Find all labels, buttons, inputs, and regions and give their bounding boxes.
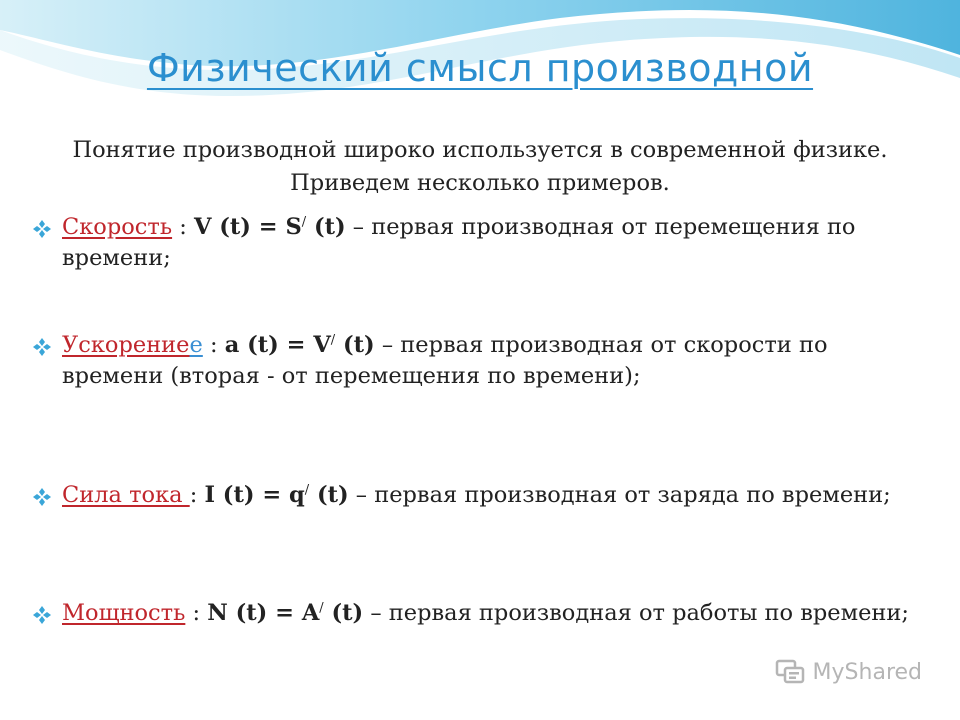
description: – первая производная от скорости по времени (вторая - от перемещения по времени); xyxy=(62,332,828,389)
prime-mark: / xyxy=(304,482,310,498)
watermark-text: MyShared xyxy=(812,659,922,685)
diamond-bullet-icon xyxy=(32,605,52,625)
description: – первая производная от заряда по времени; xyxy=(348,482,891,508)
term-label: Скорость xyxy=(62,214,173,240)
formula-arg: (t) xyxy=(323,600,364,626)
diamond-bullet-icon xyxy=(32,487,52,507)
term-label: Ускорение xyxy=(62,332,190,358)
formula: a (t) = V xyxy=(224,332,331,358)
term-label: Мощность xyxy=(62,600,186,626)
formula-arg: (t) xyxy=(335,332,375,358)
bullet-velocity xyxy=(32,212,922,274)
formula: V (t) = S xyxy=(193,214,302,240)
watermark-logo xyxy=(775,657,922,687)
description: – первая производная от работы по времени; xyxy=(363,600,909,626)
myshared-logo-icon xyxy=(775,657,809,687)
prime-mark: / xyxy=(301,214,307,230)
diamond-bullet-icon xyxy=(32,219,52,239)
diamond-bullet-icon xyxy=(32,337,52,357)
formula: N (t) = A xyxy=(207,600,320,626)
bullet-acceleration xyxy=(32,330,922,392)
term-extra-letter: е xyxy=(189,332,203,358)
formula-arg: (t) xyxy=(306,214,346,240)
formula-arg: (t) xyxy=(309,482,349,508)
separator: : xyxy=(202,332,225,358)
term-label: Сила тока xyxy=(62,482,190,508)
separator: : xyxy=(185,600,208,626)
description: – первая производная от перемещения по времени; xyxy=(62,214,856,271)
slide-title: Физический смысл производной xyxy=(146,46,814,90)
separator: : xyxy=(189,482,205,508)
bullet-current xyxy=(32,480,922,511)
formula: I (t) = q xyxy=(204,482,305,508)
prime-mark: / xyxy=(330,332,336,348)
intro-text: Понятие производной широко используется в современной физике. Приведем несколько примеров. xyxy=(72,137,888,196)
bullet-power xyxy=(32,598,922,629)
separator: : xyxy=(172,214,194,240)
prime-mark: / xyxy=(319,600,324,616)
